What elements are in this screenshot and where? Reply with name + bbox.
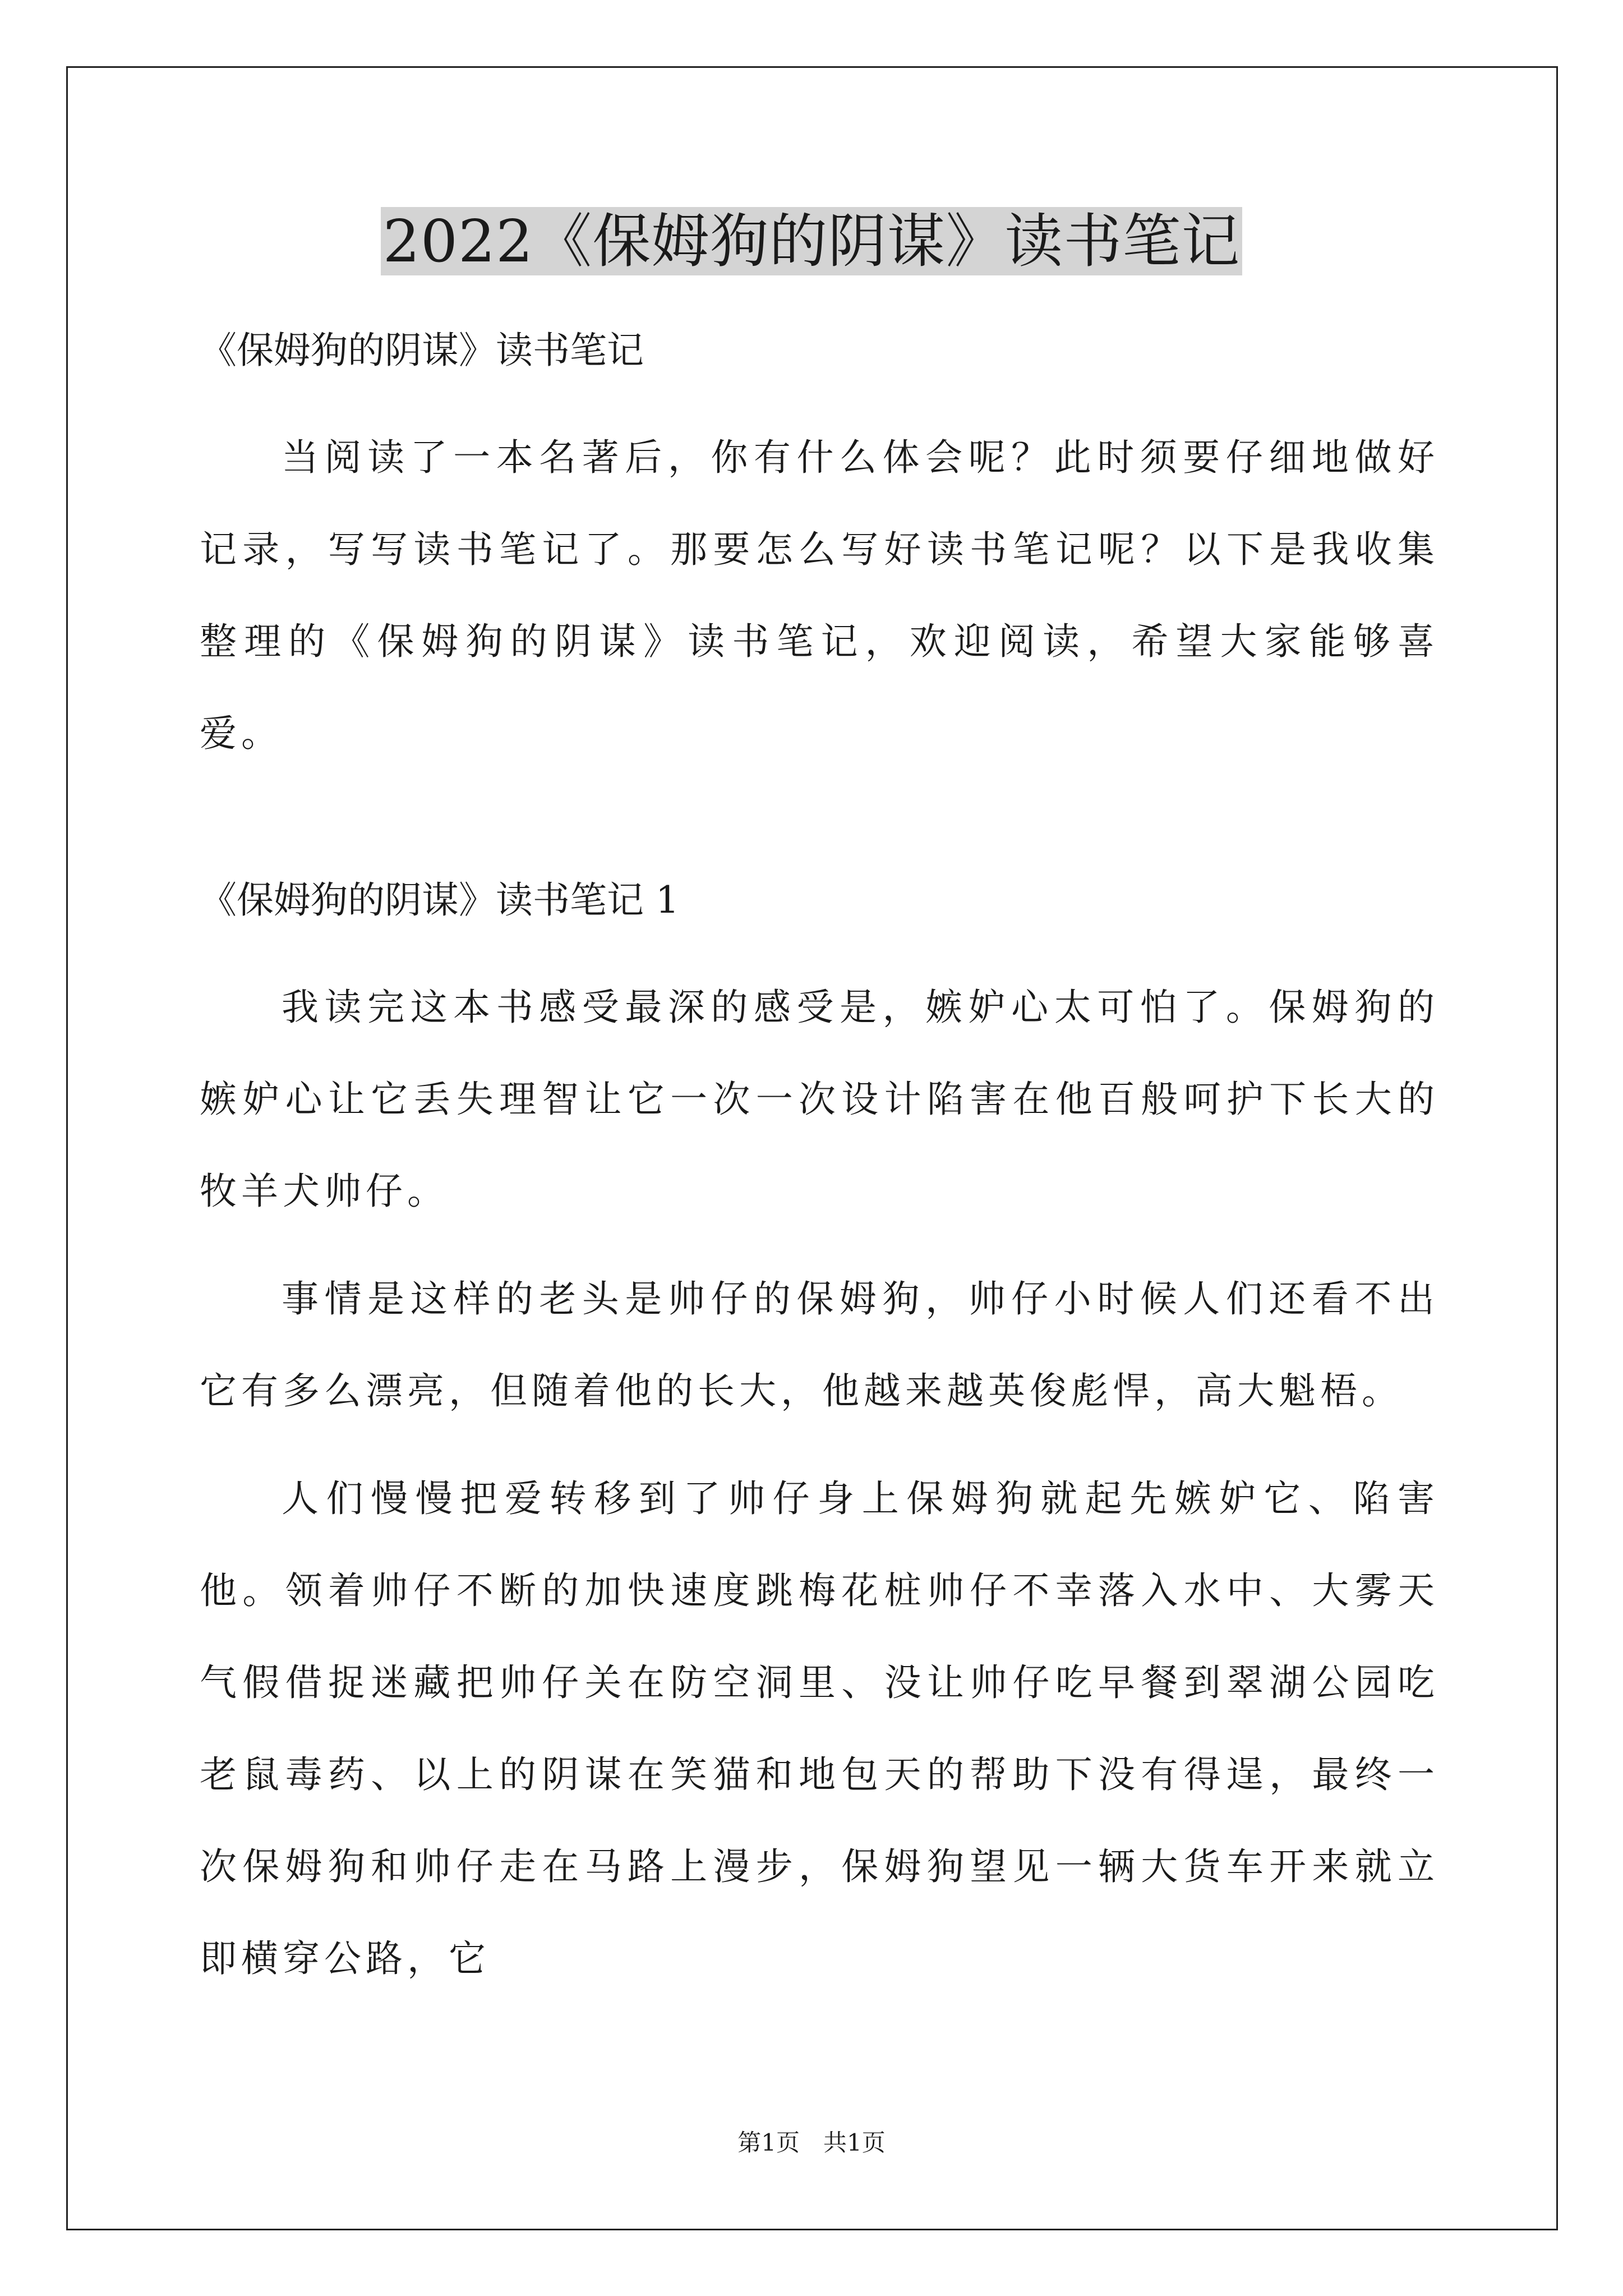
body-paragraph: 事情是这样的老头是帅仔的保姆狗，帅仔小时候人们还看不出它有多么漂亮，但随着他的长大，他越来越英俊彪悍，高大魁梧。	[200, 1277, 1439, 1412]
body-paragraph: 我读完这本书感受最深的感受是，嫉妒心太可怕了。保姆狗的嫉妒心让它丢失理智让它一次一次设计陷害在他百般呵护下长大的牧羊犬帅仔。	[200, 986, 1439, 1213]
section-heading: 《保姆狗的阴谋》读书笔记 1	[200, 878, 679, 922]
body-paragraph: 人们慢慢把爱转移到了帅仔身上保姆狗就起先嫉妒它、陷害他。领着帅仔不断的加快速度跳梅花桩帅仔不幸落入水中、大雾天气假借捉迷藏把帅仔关在防空洞里、没让帅仔吃早餐到翠湖公园吃老鼠毒药、以上的阴谋在笑猫和地包天的帮助下没有得逞，最终一次保姆狗和帅仔走在马路上漫步，保姆狗望见一辆大货车开来就立即横穿公路，它	[200, 1477, 1439, 1980]
intro-paragraph: 当阅读了一本名著后，你有什么体会呢？此时须要仔细地做好记录，写写读书笔记了。那要怎么写好读书笔记呢？以下是我收集整理的《保姆狗的阴谋》读书笔记，欢迎阅读，希望大家能够喜爱。	[200, 436, 1439, 755]
document-body	[200, 314, 1439, 2021]
document-subtitle: 《保姆狗的阴谋》读书笔记	[200, 329, 644, 372]
document-title	[0, 199, 1623, 283]
page-number-footer: 第1页 共1页	[737, 2129, 886, 2156]
document-title-text: 2022《保姆狗的阴谋》读书笔记	[381, 207, 1243, 275]
